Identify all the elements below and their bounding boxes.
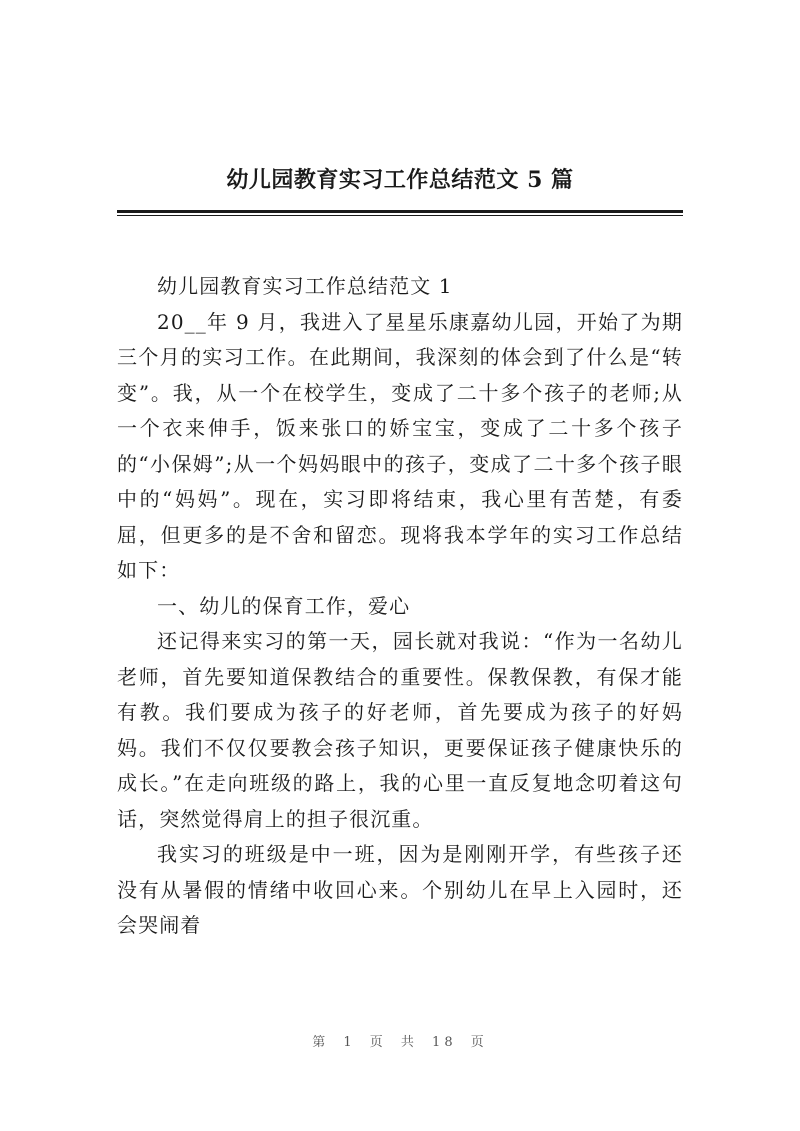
- title-divider-thin: [117, 215, 683, 216]
- subsection-heading: 一、幼儿的保育工作，爱心: [157, 593, 411, 618]
- title-divider-thick: [117, 210, 683, 213]
- page-number-footer: 第 1 页 共 18 页: [312, 1035, 488, 1050]
- document-body: [117, 269, 683, 944]
- section-heading: 幼儿园教育实习工作总结范文 1: [157, 274, 453, 298]
- paragraph: 20__年 9 月，我进入了星星乐康嘉幼儿园，开始了为期三个月的实习工作。在此期间，我深刻的体会到了什么是“转变”。我，从一个在校学生，变成了二十多个孩子的老师;从一个衣来伸手，饭来张口的娇宝宝，变成了二十多个孩子的“小保姆”;从一个妈妈眼中的孩子，变成了二十多个孩子眼中的“妈妈”。现在，实习即将结束，我心里有苦楚，有委屈，但更多的是不舍和留恋。现将我本学年的实习工作总结如下：: [117, 309, 683, 582]
- paragraph: 还记得来实习的第一天，园长就对我说：“作为一名幼儿老师，首先要知道保教结合的重要性。保教保教，有保才能有教。我们要成为孩子的好老师，首先要成为孩子的好妈妈。我们不仅仅要教会孩子知识，更要保证孩子健康快乐的成长。”在走向班级的路上，我的心里一直反复地念叨着这句话，突然觉得肩上的担子很沉重。: [117, 629, 683, 831]
- document-title: 幼儿园教育实习工作总结范文 5 篇: [226, 167, 574, 193]
- paragraph: 我实习的班级是中一班，因为是刚刚开学，有些孩子还没有从暑假的情绪中收回心来。个别幼儿在早上入园时，还会哭闹着: [117, 842, 683, 937]
